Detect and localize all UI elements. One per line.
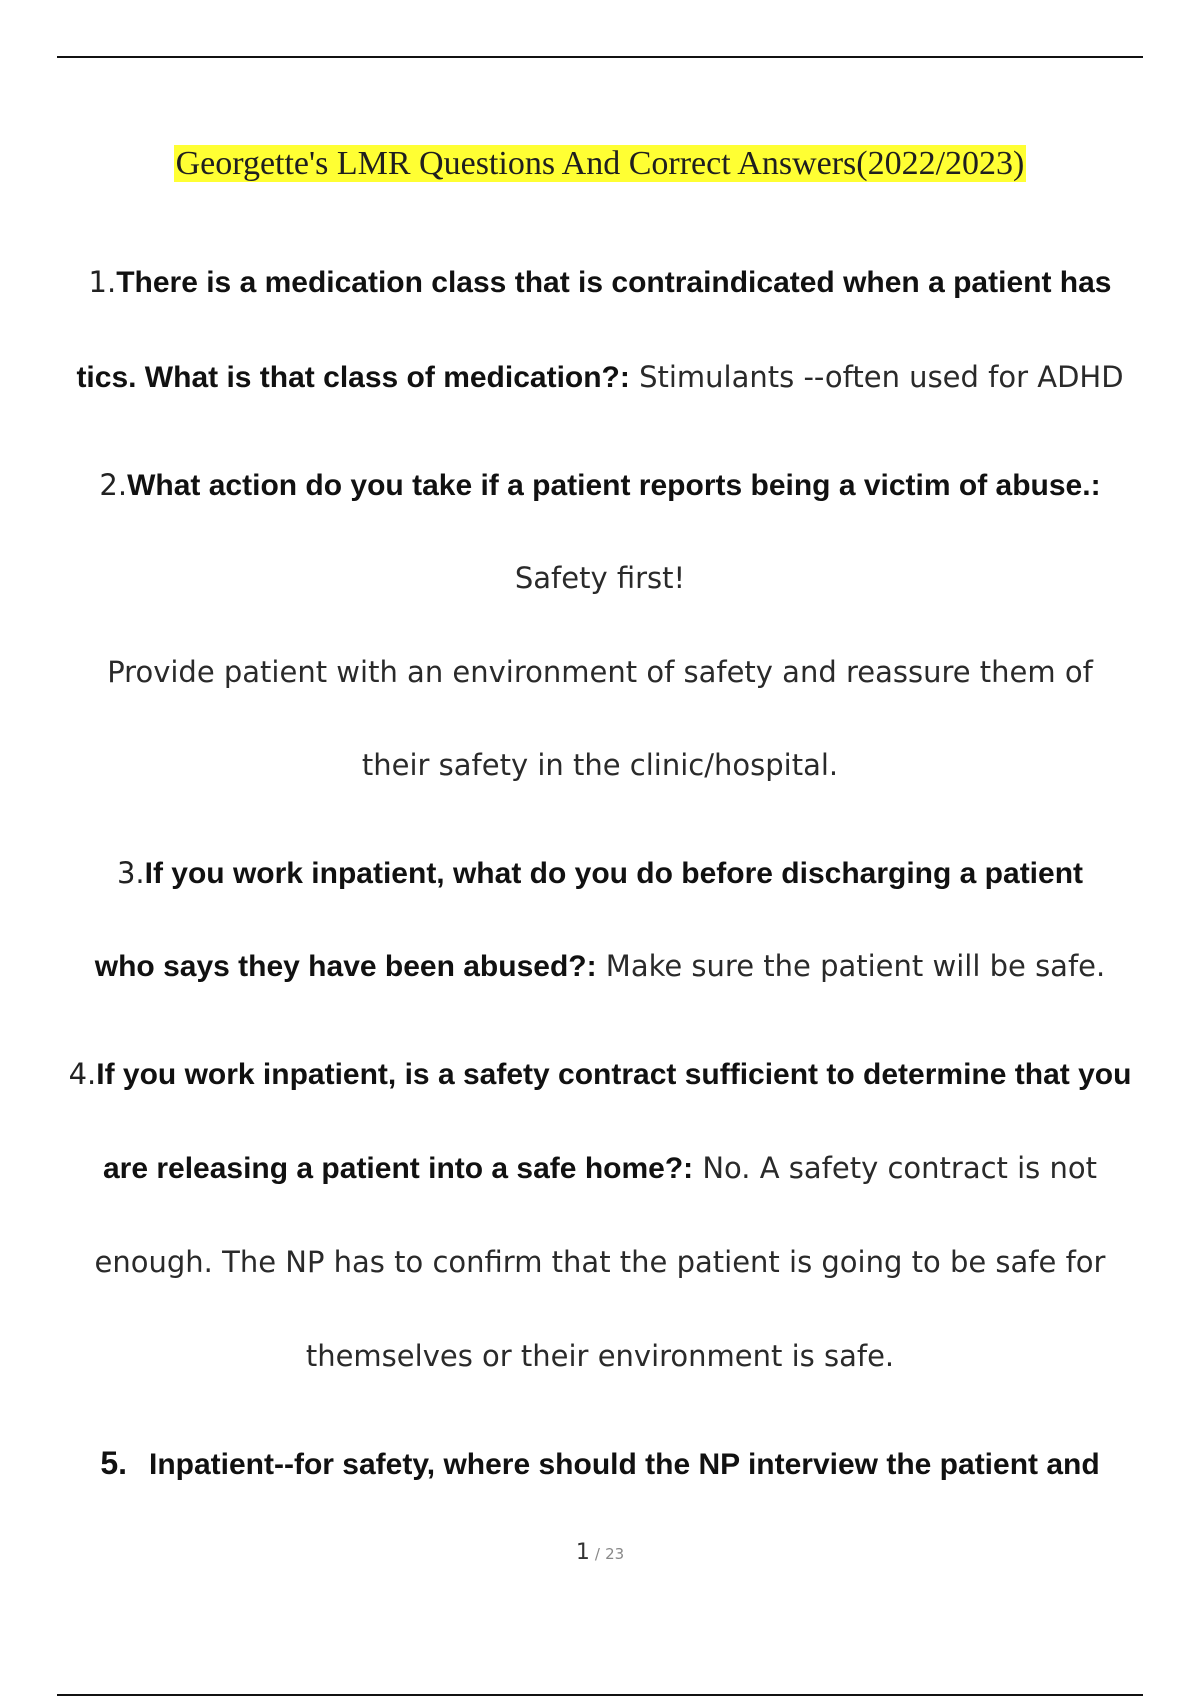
item-5-number: 5. — [100, 1445, 127, 1481]
item-4-answer-part-2: enough. The NP has to confirm that the patient is going to be safe for — [94, 1245, 1106, 1279]
item-4-line-1 — [0, 1054, 1200, 1095]
item-4-number: 4. — [68, 1057, 97, 1091]
item-4-question-part-1: If you work inpatient, is a safety contract sufficient to determine that you — [96, 1058, 1132, 1091]
item-2-line-3 — [0, 652, 1200, 693]
page-total: 23 — [605, 1545, 625, 1563]
item-1-number: 1. — [88, 265, 117, 299]
item-1-question-part-1: There is a medication class that is contraindicated when a patient has — [116, 266, 1112, 299]
item-5-question: Inpatient--for safety, where should the NP interview the patient and — [149, 1448, 1100, 1481]
document-title-text: Georgette's LMR Questions And Correct Answers(2022/2023) — [175, 145, 1025, 182]
item-2-line-4 — [0, 745, 1200, 786]
item-1-answer: Stimulants --often used for ADHD — [629, 360, 1124, 394]
item-2-answer-part-1: Safety first! — [514, 561, 686, 595]
bottom-rule — [57, 1694, 1143, 1696]
page-current: 1 — [575, 1540, 590, 1565]
item-2-number: 2. — [99, 468, 128, 502]
page-separator: / — [594, 1545, 600, 1563]
item-1-question-part-2: tics. What is that class of medication?: — [76, 361, 630, 394]
item-4-answer-part-3: themselves or their environment is safe. — [305, 1339, 895, 1373]
item-1-line-1 — [0, 262, 1200, 303]
item-3-question-part-2: who says they have been abused?: — [94, 950, 597, 983]
item-2-answer-part-3: their safety in the clinic/hospital. — [361, 748, 839, 782]
item-4-line-4 — [0, 1336, 1200, 1377]
item-2-answer-part-2: Provide patient with an environment of safety and reassure them of — [107, 655, 1093, 689]
item-3-line-1 — [0, 853, 1200, 894]
item-4-answer-part-1: No. A safety contract is not — [693, 1151, 1098, 1185]
top-rule — [57, 56, 1143, 58]
item-4-line-3 — [0, 1242, 1200, 1283]
document-title — [0, 142, 1200, 186]
item-3-answer: Make sure the patient will be safe. — [596, 949, 1106, 983]
page-indicator — [0, 1540, 1200, 1565]
item-3-number: 3. — [116, 856, 145, 890]
item-4-question-part-2: are releasing a patient into a safe home?: — [102, 1152, 694, 1185]
item-2-line-2 — [0, 558, 1200, 599]
item-1-line-2 — [0, 357, 1200, 398]
item-3-line-2 — [0, 946, 1200, 987]
item-4-line-2 — [0, 1148, 1200, 1189]
item-2-line-1 — [0, 465, 1200, 506]
item-5-line-1 — [0, 1443, 1200, 1485]
item-2-question: What action do you take if a patient reports being a victim of abuse.: — [127, 469, 1101, 502]
item-3-question-part-1: If you work inpatient, what do you do before discharging a patient — [144, 857, 1084, 890]
